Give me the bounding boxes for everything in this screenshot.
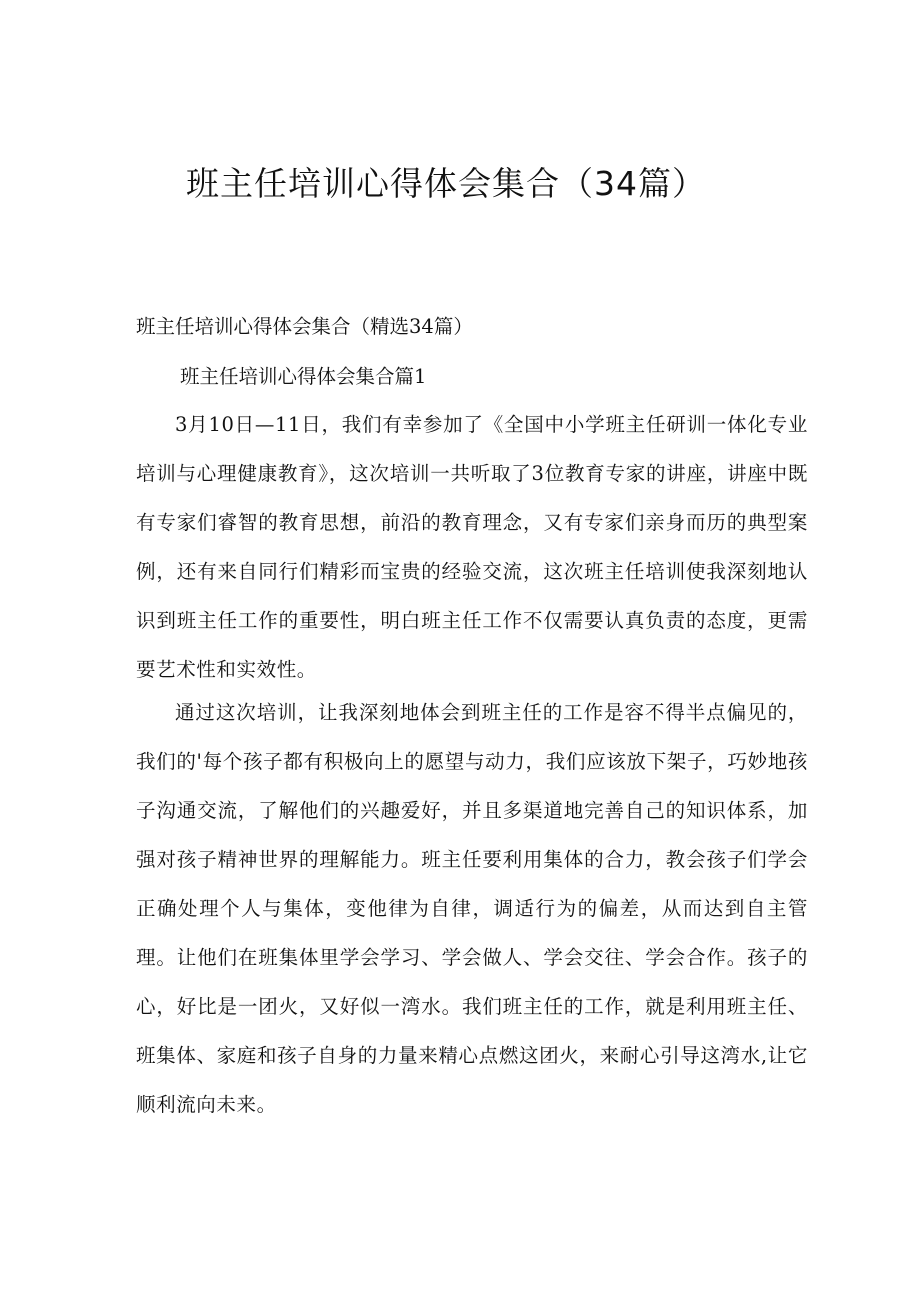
paragraph-2: 通过这次培训，让我深刻地体会到班主任的工作是容不得半点偏见的，我们的'每个孩子都有积极向上的愿望与动力，我们应该放下架子，巧妙地孩子沟通交流，了解他们的兴趣爱好，并且多渠道地完善自己的知识体系，加强对孩子精神世界的理解能力。班主任要利用集体的合力，教会孩子们学会正确处理个人与集体，变他律为自律，调适行为的偏差，从而达到自主管理。让他们在班集体里学会学习、学会做人、学会交往、学会合作。孩子的心，好比是一团火，又好似一湾水。我们班主任的工作，就是利用班主任、班集体、家庭和孩子自身的力量来精心点燃这团火，来耐心引导这湾水,让它顺利流向未来。: [136, 701, 808, 1116]
paragraph-1: 3月10日—11日，我们有幸参加了《全国中小学班主任研训一体化专业培训与心理健康教育》，这次培训一共听取了3位教育专家的讲座，讲座中既有专家们睿智的教育思想，前沿的教育理念，又有专家们亲身而历的典型案例，还有来自同行们精彩而宝贵的经验交流，这次班主任培训使我深刻地认识到班主任工作的重要性，明白班主任工作不仅需要认真负责的态度，更需要艺术性和实效性。: [136, 413, 808, 681]
document-subtitle: 班主任培训心得体会集合（精选34篇）: [136, 315, 473, 338]
page-title: 班主任培训心得体会集合（34篇）: [186, 164, 706, 203]
section-heading: 班主任培训心得体会集合篇1: [180, 365, 427, 388]
